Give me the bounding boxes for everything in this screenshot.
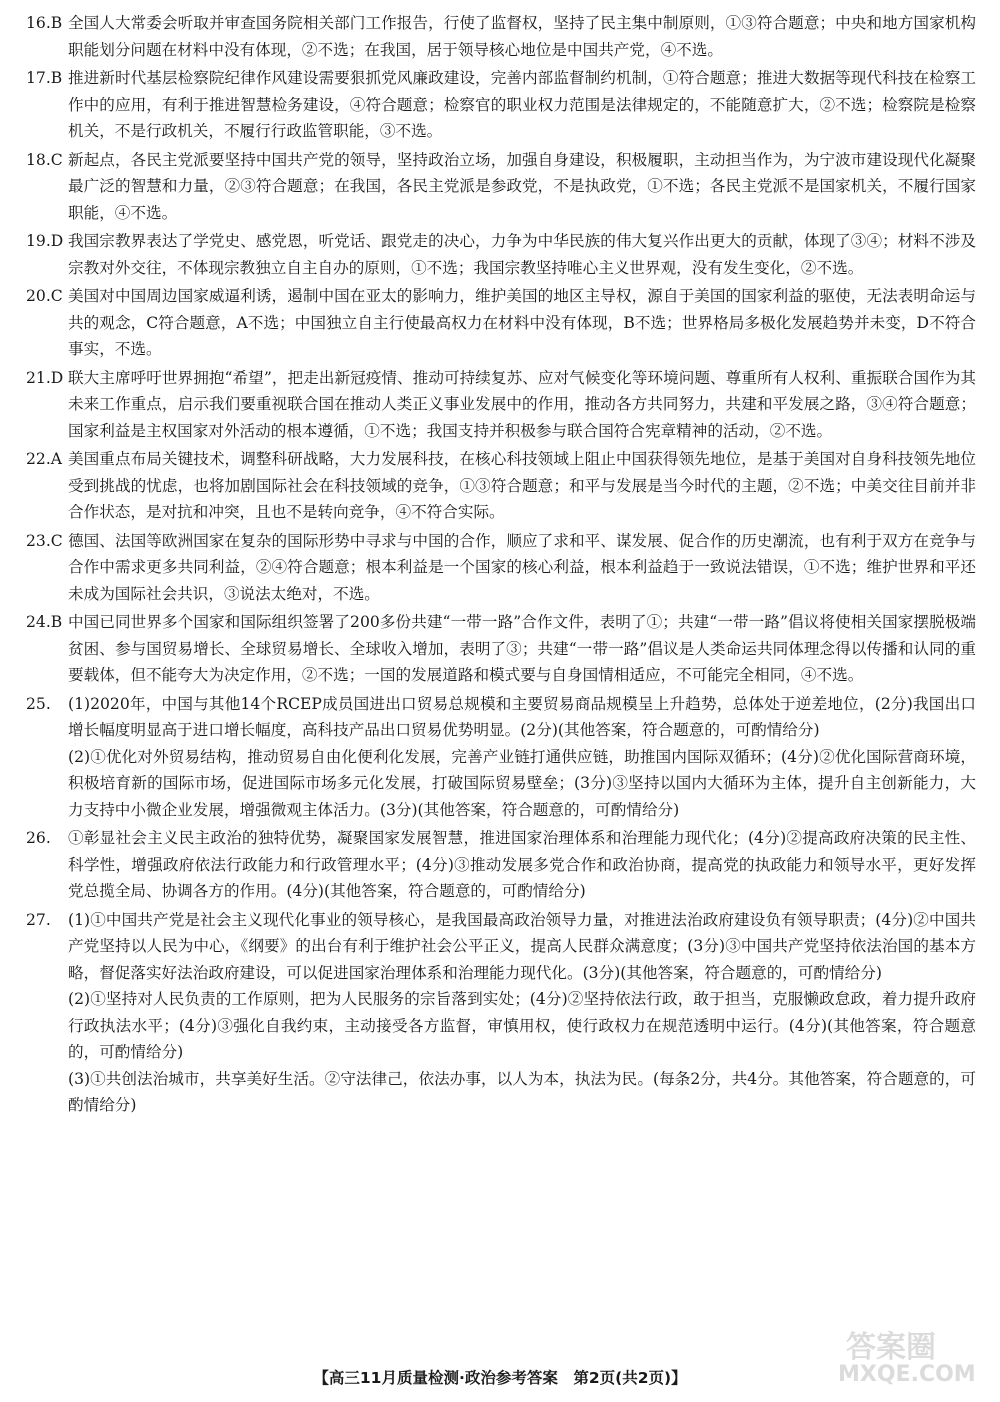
answer-text: 我国宗教界表达了学党史、感党恩，听党话、跟党走的决心，力争为中华民族的伟大复兴作出更大的贡献，体现了③④；材料不涉及宗教对外交往，不体现宗教独立自主自办的原则，①不选；我国宗教坚持唯心主义世界观，没有发生变化，②不选。 — [68, 232, 976, 277]
answer-21 — [26, 365, 976, 445]
answer-17 — [26, 65, 976, 145]
answer-text: 美国重点布局关键技术，调整科研战略，大力发展科技，在核心科技领域上阻止中国获得领先地位，是基于美国对自身科技领先地位受到挑战的忧虑，也将加剧国际社会在科技领域的竞争，①③符合题意；和平与发展是当今时代的主题，②不选；中美交往目前并非合作状态，是对抗和冲突，且也不是转向竞争，④不符合实际。 — [68, 450, 976, 521]
answer-25 — [26, 691, 976, 824]
answer-number: 24.B — [26, 613, 63, 631]
answer-27-part-2: (2)①坚持对人民负责的工作原则，把为人民服务的宗旨落到实处；(4分)②坚持依法行政，敢于担当，克服懒政怠政，着力提升政府行政执法水平；(4分)③强化自我约束，主动接受各方监督，审慎用权，使行政权力在规范透明中运行。(4分)(其他答案，符合题意的，可酌情给分) — [68, 990, 976, 1061]
answer-number: 16.B — [26, 14, 63, 32]
answer-25-part-1: (1)2020年，中国与其他14个RCEP成员国进出口贸易总规模和主要贸易商品规模呈上升趋势，总体处于逆差地位，(2分)我国出口增长幅度明显高于进口增长幅度，高科技产品出口贸易优势明显。(2分)(其他答案，符合题意的，可酌情给分) — [68, 694, 976, 739]
answer-26-text: ①彰显社会主义民主政治的独特优势，凝聚国家发展智慧，推进国家治理体系和治理能力现代化；(4分)②提高政府决策的民主性、科学性，增强政府依法行政能力和行政管理水平；(4分)③推动发展多党合作和政治协商，提高党的执政能力和领导水平，更好发挥党总揽全局、协调各方的作用。(4分)(其他答案，符合题意的，可酌情给分) — [68, 829, 976, 900]
answer-number: 20.C — [26, 287, 63, 305]
answer-text: 全国人大常委会听取并审查国务院相关部门工作报告，行使了监督权，坚持了民主集中制原则，①③符合题意；中央和地方国家机构职能划分问题在材料中没有体现，②不选；在我国，居于领导核心地位是中国共产党，④不选。 — [68, 14, 976, 59]
answer-number: 25. — [26, 694, 51, 713]
watermark-logo — [786, 1322, 986, 1392]
answer-number: 26. — [26, 829, 51, 847]
answer-number: 19.D — [26, 232, 64, 250]
answer-27-part-3: (3)①共创法治城市，共享美好生活。②守法律己，依法办事，以人为本，执法为民。(每条2分，共4分。其他答案，符合题意的，可酌情给分) — [68, 1069, 976, 1114]
watermark-domain: MXQE.COM — [838, 1362, 976, 1387]
answer-number: 18.C — [26, 150, 63, 169]
answer-text: 联大主席呼吁世界拥抱“希望”，把走出新冠疫情、推动可持续复苏、应对气候变化等环境问题、尊重所有人权利、重振联合国作为其未来工作重点，启示我们要重视联合国在推动人类正义事业发展中的作用，推动各方共同努力，共建和平发展之路，③④符合题意；国家利益是主权国家对外活动的根本遵循，①不选；我国支持并积极参与联合国符合宪章精神的活动，②不选。 — [68, 368, 976, 440]
answer-number: 23.C — [26, 531, 63, 550]
answer-number: 22.A — [26, 450, 63, 468]
answer-text: 美国对中国周边国家威逼利诱，遏制中国在亚太的影响力，维护美国的地区主导权，源自于美国的国家利益的驱使，无法表明命运与共的观念，C符合题意，A不选；中国独立自主行使最高权力在材料中没有体现，B不选；世界格局多极化发展趋势并未变，D不符合事实，不选。 — [68, 287, 976, 358]
answer-number: 21.D — [26, 368, 64, 387]
answer-16 — [26, 10, 976, 63]
answer-text: 中国已同世界多个国家和国际组织签署了200多份共建“一带一路”合作文件，表明了①；共建“一带一路”倡议将使相关国家摆脱极端贫困、参与国贸易增长、全球贸易增长、全球收入增加，表明了③；共建“一带一路”倡议是人类命运共同体理念得以传播和认同的重要载体，但不能夸大为决定作用，②不选；一国的发展道路和模式要与自身国情相适应，不可能完全相同，④不选。 — [68, 613, 976, 684]
answer-number: 17.B — [26, 69, 63, 87]
answer-content — [26, 10, 976, 1119]
page-footer: 【高三11月质量检测·政治参考答案 第2页(共2页)】 — [313, 1369, 687, 1387]
watermark-title: 答案圈 — [846, 1330, 936, 1365]
answer-27 — [26, 907, 976, 1119]
answer-25-part-2: (2)①优化对外贸易结构，推动贸易自由化便利化发展，完善产业链打通供应链，助推国内国际双循环；(4分)②优化国际营商环境，积极培育新的国际市场，促进国际市场多元化发展，打破国际贸易壁垒；(3分)③坚持以国内大循环为主体，提升自主创新能力，大力支持中小微企业发展，增强微观主体活力。(3分)(其他答案，符合题意的，可酌情给分) — [68, 747, 976, 819]
answer-18 — [26, 147, 976, 227]
answer-text: 推进新时代基层检察院纪律作风建设需要狠抓党风廉政建设，完善内部监督制约机制，①符合题意；推进大数据等现代科技在检察工作中的应用，有利于推进智慧检务建设，④符合题意；检察官的职业权力范围是法律规定的，不能随意扩大，②不选；检察院是检察机关，不是行政机关，不履行行政监管职能，③不选。 — [68, 69, 976, 140]
answer-number: 27. — [26, 910, 51, 929]
answer-19 — [26, 228, 976, 281]
answer-text: 新起点，各民主党派要坚持中国共产党的领导，坚持政治立场，加强自身建设，积极履职，主动担当作为，为宁波市建设现代化凝聚最广泛的智慧和力量，②③符合题意；在我国，各民主党派是参政党，不是执政党，①不选；各民主党派不是国家机关，不履行国家职能，④不选。 — [68, 150, 976, 222]
answer-23 — [26, 528, 976, 608]
answer-text: 德国、法国等欧洲国家在复杂的国际形势中寻求与中国的合作，顺应了求和平、谋发展、促合作的历史潮流，也有利于双方在竞争与合作中需求更多共同利益，②④符合题意；根本利益是一个国家的核心利益，根本利益趋于一致说法错误，①不选；维护世界和平还未成为国际社会共识，③说法太绝对，不选。 — [68, 531, 976, 603]
answer-26 — [26, 825, 976, 905]
answer-20 — [26, 283, 976, 363]
answer-22 — [26, 446, 976, 526]
answer-27-part-1: (1)①中国共产党是社会主义现代化事业的领导核心，是我国最高政治领导力量，对推进法治政府建设负有领导职责；(4分)②中国共产党坚持以人民为中心，《纲要》的出台有利于维护社会公平正义，提高人民群众满意度；(3分)③中国共产党坚持依法治国的基本方略，督促落实好法治政府建设，可以促进国家治理体系和治理能力现代化。(3分)(其他答案，符合题意的，可酌情给分) — [68, 910, 976, 982]
answer-24 — [26, 609, 976, 689]
